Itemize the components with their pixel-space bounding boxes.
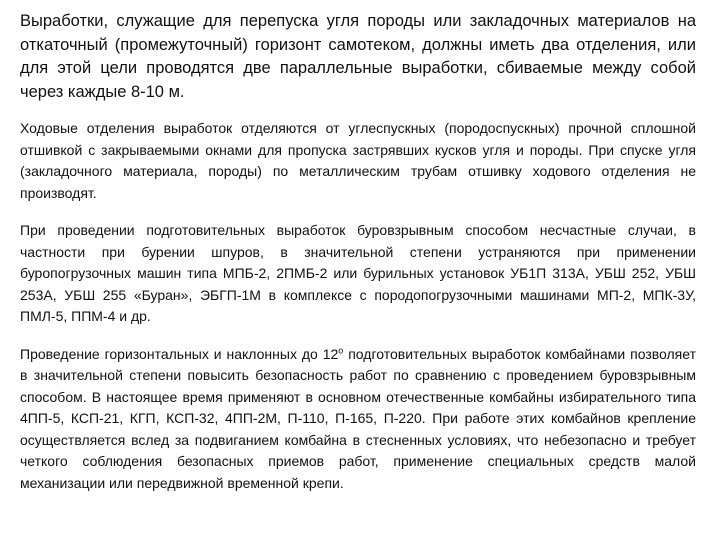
paragraph-2: Ходовые отделения выработок отделяются от углеспускных (породоспускных) прочной сплошной отшивкой с закрываемыми окнами для пропуска застрявших кусков угля и породы. При спуске угля (закладочного материала, породы) по металлическим трубам отшивку ходового отделения не производят. <box>20 120 696 201</box>
paragraph-1: Выработки, служащие для перепуска угля породы или закладочных материалов на откаточный (промежуточный) горизонт самотеком, должны иметь два отделения, или для этой цели проводятся две параллельные выработки, сбиваемые между собой через каждые 8-10 м. <box>20 12 696 101</box>
degree-superscript: о <box>338 344 344 355</box>
paragraph-4 <box>20 344 696 495</box>
paragraph-4-rest: подготовительных выработок комбайнами позволяет в значительной степени повысить безопасность работ по сравнению с проведением буровзрывным способом. В настоящее время применяют в основном отечественные комбайны избирательного типа 4ПП-5, КСП-21, КГП, КСП-32, 4ПП-2М, П-110, П-165, П-220. При работе этих комбайнов крепление осуществляется вслед за подвиганием комбайна в стесненных условиях, что небезопасно и требует четкого соблюдения безопасных приемов работ, применение специальных средств малой механизации или передвижной временной крепи. <box>20 345 696 491</box>
document-page <box>20 10 696 494</box>
paragraph-4-start: Проведение горизонтальных и наклонных до 12 <box>20 345 339 362</box>
paragraph-3: При проведении подготовительных выработок буровзрывным способом несчастные случаи, в частности при бурении шпуров, в значительной степени устраняются при применении буропогрузочных машин типа МПБ-2, 2ПМБ-2 или бурильных установок УБ1П 313А, УБШ 252, УБШ 253А, УБШ 255 «Буран», ЭБГП-1М в комплексе с породопогрузочными машинами МП-2, МПК-3У, ПМЛ-5, ППМ-4 и др. <box>20 222 696 324</box>
